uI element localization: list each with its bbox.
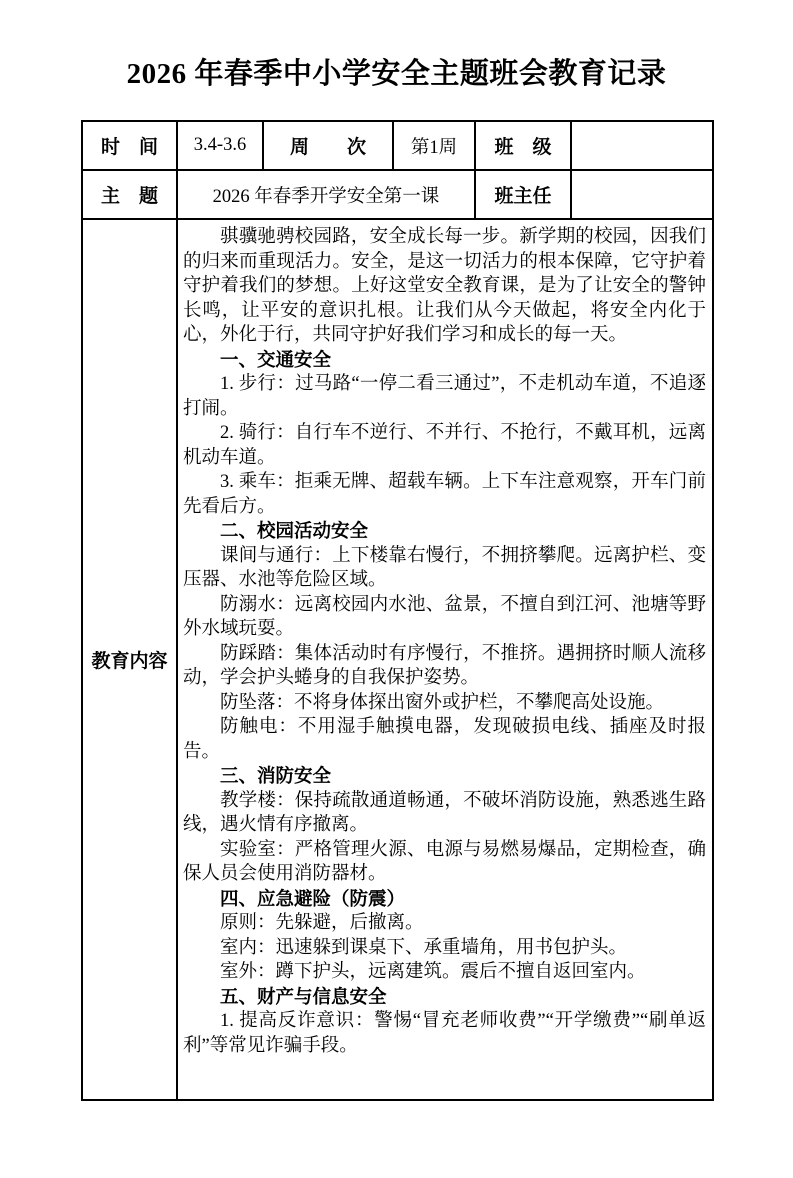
section-heading-property: 五、财产与信息安全 — [220, 985, 387, 1007]
section-heading-campus: 二、校园活动安全 — [220, 520, 369, 541]
content-paragraph: 1. 步行：过马路“一停二看三通过”，不走机动车道，不追逐打闹。 — [183, 374, 706, 419]
record-table — [81, 120, 714, 1101]
section-heading-traffic: 一、交通安全 — [220, 348, 332, 370]
class-value — [571, 121, 713, 170]
content-paragraph: 课间与通行：上下楼靠右慢行，不拥挤攀爬。远离护栏、变压器、水池等危险区域。 — [183, 545, 706, 590]
teacher-label: 班主任 — [475, 170, 571, 219]
teacher-value — [571, 170, 713, 219]
time-value: 3.4-3.6 — [177, 121, 263, 170]
time-label: 时 间 — [82, 121, 177, 170]
content-cell — [177, 219, 713, 1100]
topic-value: 2026 年春季开学安全第一课 — [177, 170, 475, 219]
section-heading-fire: 三、消防安全 — [220, 765, 332, 786]
content-paragraph: 教学楼：保持疏散通道畅通，不破坏消防设施，熟悉逃生路线，遇火情有序撤离。 — [183, 790, 706, 835]
content-paragraph: 室内：迅速躲到课桌下、承重墙角，用书包护头。 — [220, 937, 628, 958]
week-value: 第1周 — [393, 121, 475, 170]
content-paragraph: 防触电：不用湿手触摸电器，发现破损电线、插座及时报告。 — [183, 717, 706, 762]
content-paragraph: 3. 乘车：拒乘无牌、超载车辆。上下车注意观察，开车门前先看后方。 — [183, 472, 706, 517]
content-paragraph: 1. 提高反诈意识：警惕“冒充老师收费”“开学缴费”“刷单返利”等常见诈骗手段。 — [183, 1011, 706, 1056]
class-label: 班 级 — [475, 121, 571, 170]
content-paragraph: 室外：蹲下护头，远离建筑。震后不擅自返回室内。 — [220, 962, 646, 982]
content-paragraph: 防坠落：不将身体探出窗外或护栏，不攀爬高处设施。 — [220, 692, 665, 713]
info-row-2 — [82, 170, 713, 219]
section-heading-emergency: 四、应急避险（防震） — [220, 887, 406, 909]
content-paragraph: 2. 骑行：自行车不逆行、不并行、不抢行，不戴耳机，远离机动车道。 — [183, 423, 706, 468]
document-page — [0, 56, 793, 1178]
info-row-1 — [82, 121, 713, 170]
content-paragraph: 防踩踏：集体活动时有序慢行，不推挤。遇拥挤时顺人流移动，学会护头蜷身的自我保护姿势。 — [183, 643, 706, 688]
content-paragraph: 防溺水：远离校园内水池、盆景，不擅自到江河、池塘等野外水域玩耍。 — [183, 594, 706, 639]
content-paragraph-intro: 骐骥驰骋校园路，安全成长每一步。新学期的校园，因我们的归来而重现活力。安全，是这一切活力的根本保障，它守护着守护着我们的梦想。上好这堂安全教育课，是为了让安全的警钟长鸣，让平安的意识扎根。让我们从今天做起，将安全内化于心，外化于行，共同守护好我们学习和成长的每一天。 — [183, 227, 706, 345]
document-title: 2026 年春季中小学安全主题班会教育记录 — [126, 58, 667, 90]
week-label: 周 次 — [263, 121, 393, 170]
content-row — [82, 219, 713, 1100]
content-paragraph: 原则：先躲避，后撤离。 — [220, 913, 424, 933]
topic-label: 主 题 — [82, 170, 177, 219]
content-paragraph: 实验室：严格管理火源、电源与易燃易爆品，定期检查，确保人员会使用消防器材。 — [183, 839, 706, 884]
content-label: 教育内容 — [82, 219, 177, 1100]
